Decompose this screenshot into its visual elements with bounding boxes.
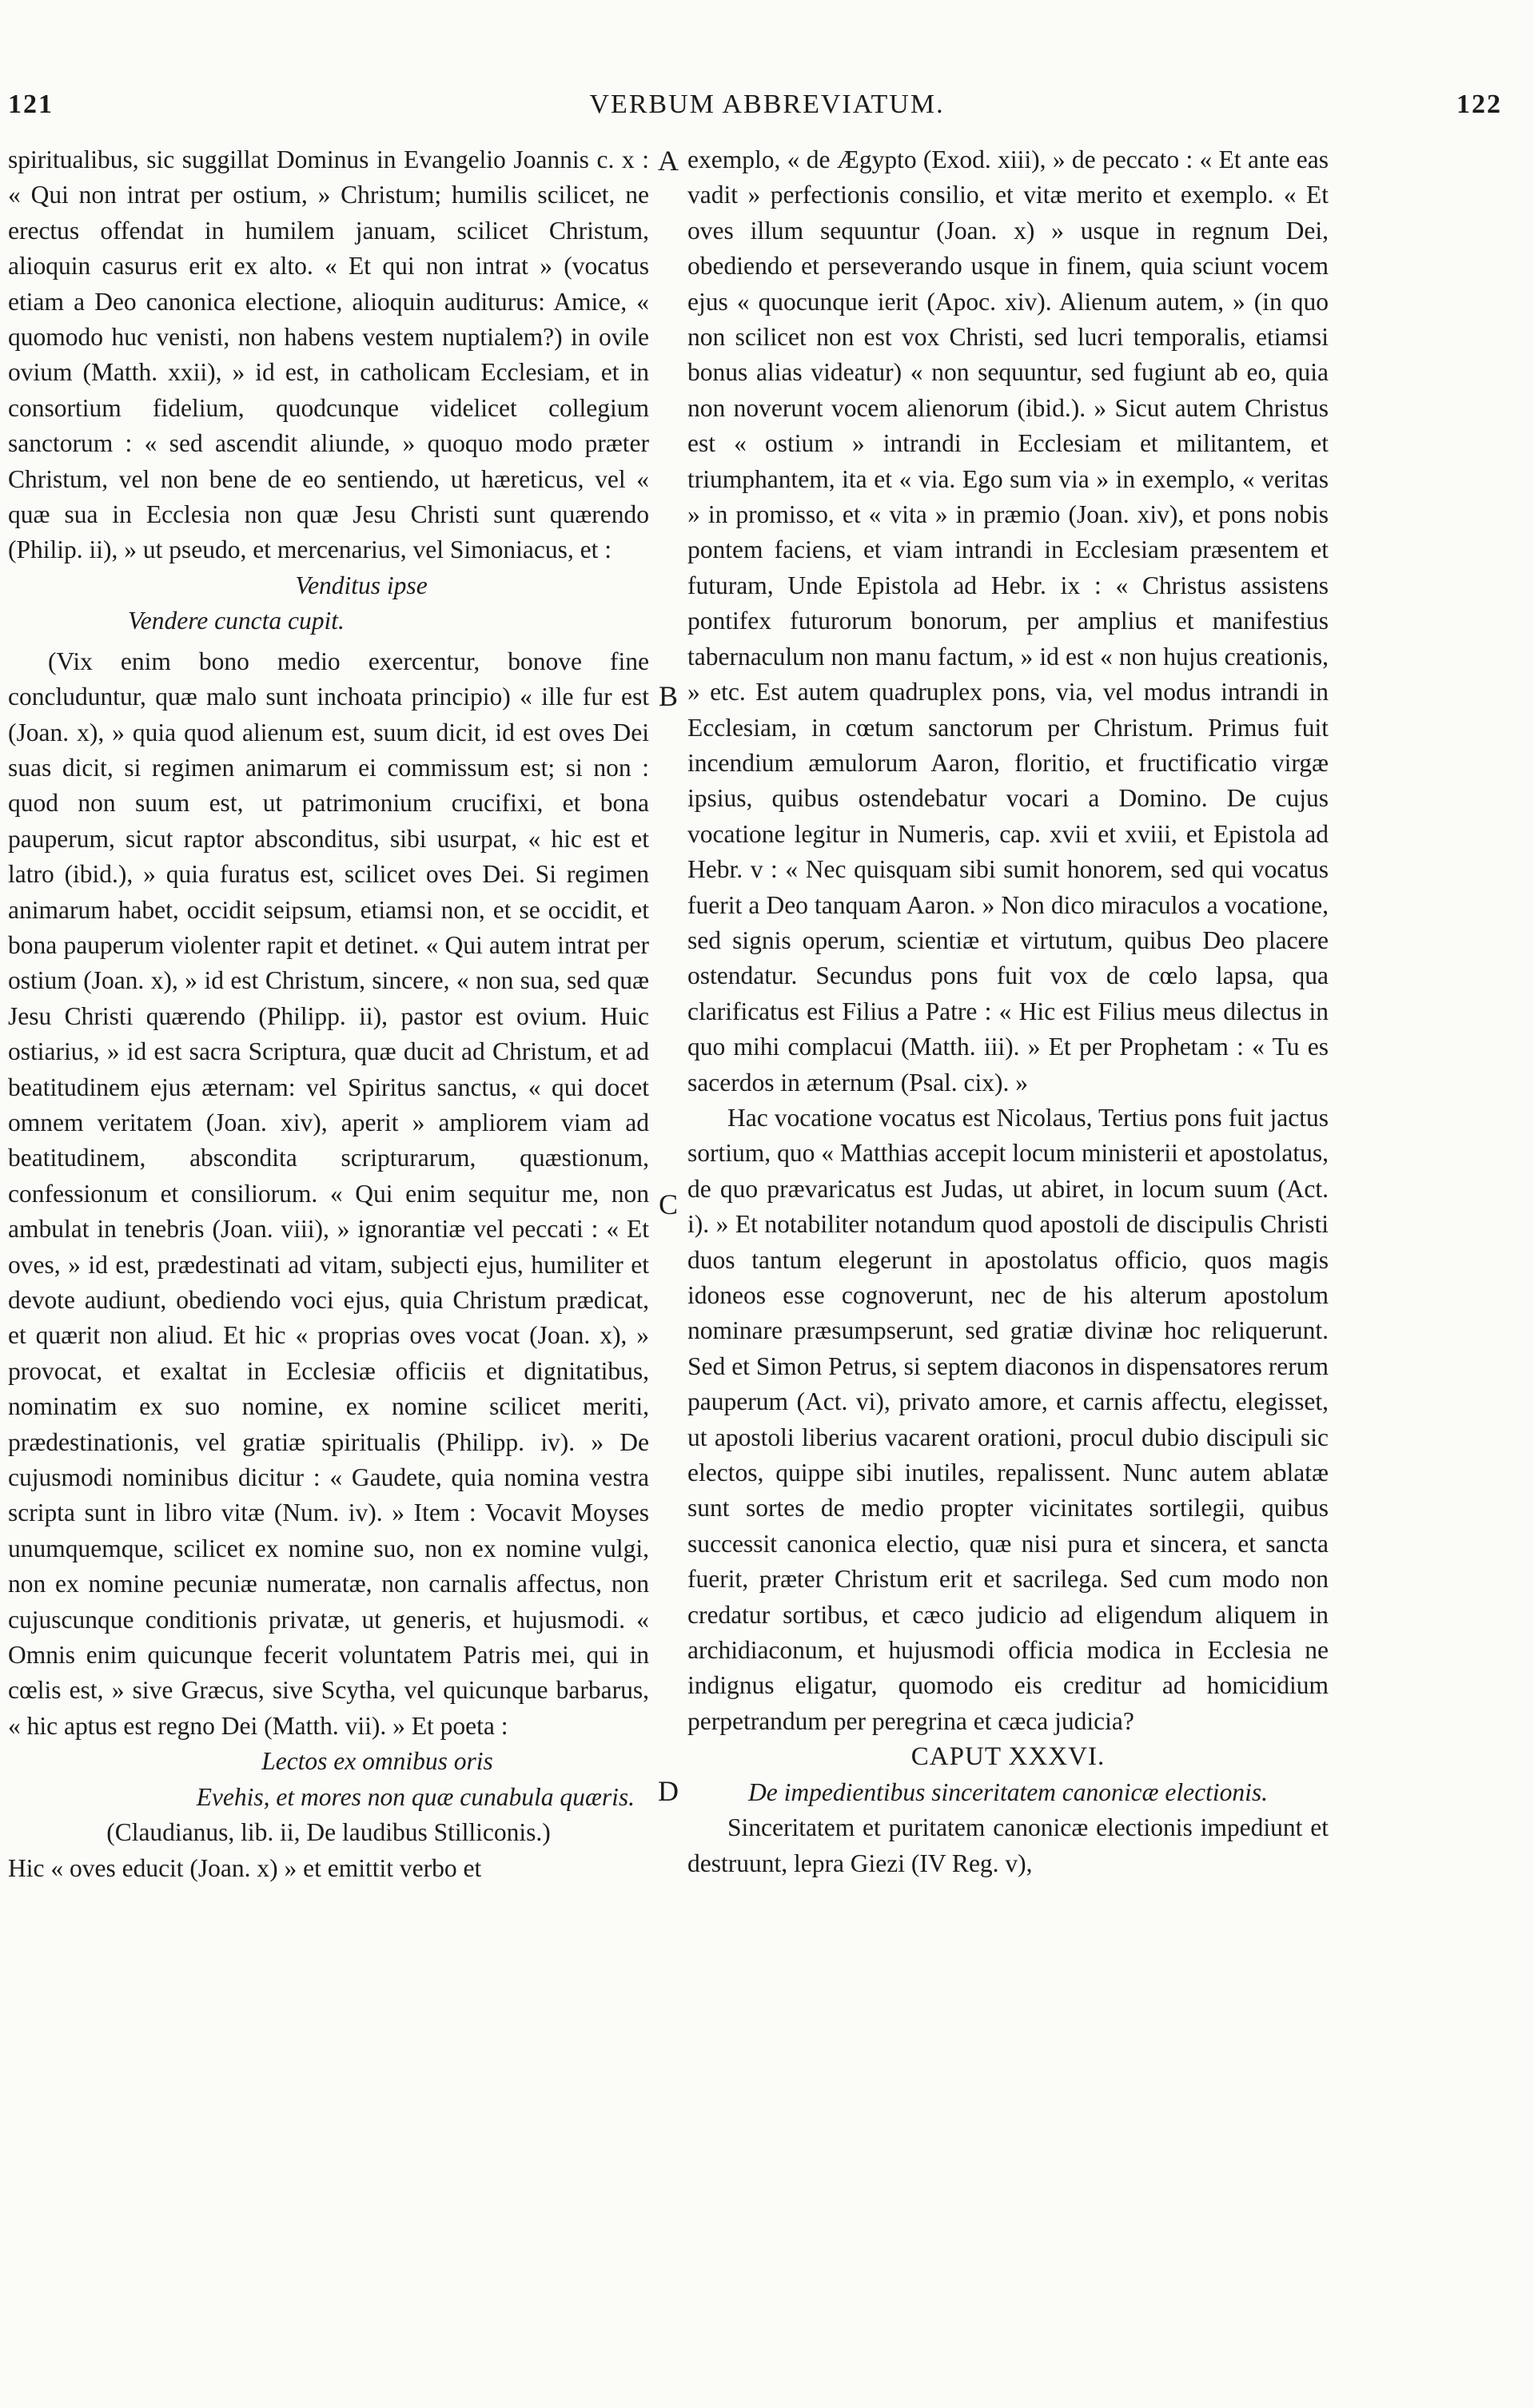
margin-letter-b: B [658, 680, 678, 712]
page-number-right: 122 [1456, 90, 1502, 119]
chapter-subtitle: De impedientibus sinceritatem canonicæ electionis. [748, 1777, 1268, 1806]
left-paragraph-3: Hic « oves educit (Joan. x) » et emittit verbo et [8, 1853, 482, 1882]
chapter-title: CAPUT XXXVI. [910, 1742, 1106, 1772]
left-paragraph-1: spiritualibus, sic suggillat Dominus in Evangelio Joannis c. x : « Qui non intrat per ostium, » Christum; humilis scilicet, ne erectus offendat in humilem januam, scilicet Christum, alioquin casurus erit ex alto. « Et qui non intrat » (vocatus etiam a Deo canonica electione, alioquin auditurus: Amice, « quomodo huc venisti, non habens vestem nuptialem?) in ovile ovium (Matth. xxii), » id est, in catholicam Ecclesiam, et in consortium fidelium, quodcunque videlicet collegium sanctorum : « sed ascendit aliunde, » quoquo modo præter Christum, vel non bene de eo sentiendo, ut hæreticus, vel « quæ sua in Ecclesia non quæ Jesu Christi sunt quærendo (Philip. ii), » ut pseudo, et mercenarius, vel Simoniacus, et : [8, 145, 649, 564]
margin-letter-d: D [658, 1775, 679, 1807]
right-column [687, 142, 1329, 1881]
margin-letter-c: C [658, 1188, 678, 1220]
right-paragraph-1: exemplo, « de Ægypto (Exod. xiii), » de peccato : « Et ante eas vadit » perfectionis consilio, et vitæ merito et exemplo. « Et oves illum sequuntur (Joan. x) » usque in regnum Dei, obediendo et perseverando usque in finem, quia sciunt vocem ejus « quocunque ierit (Apoc. xiv). Alienum autem, » (in quo non scilicet non est vox Christi, sed lucri temporalis, etiamsi bonus alias videatur) « non sequuntur, sed fugiunt ab eo, quia non noverunt vocem alienorum (ibid.). » Sicut autem Christus est « ostium » intrandi in Ecclesiam et militantem, et triumphantem, ita et « via. Ego sum via » in exemplo, « veritas » in promisso, et « vita » in præmio (Joan. xiv), et pons nobis pontem faciens, et viam intrandi in Ecclesiam præsentem et futuram, Unde Epistola ad Hebr. ix : « Christus assistens pontifex futurorum bonorum, per amplius et manifestius tabernaculum non manu factum, » id est « non hujus creationis, » etc. Est autem quadruplex pons, via, vel modus intrandi in Ecclesiam, in cœtum sanctorum per Christum. Primus fuit incendium æmulorum Aaron, floritio, et fructificatio virgæ ipsius, quibus ostendebatur vocari a Domino. De cujus vocatione legitur in Numeris, cap. xvii et xviii, et Epistola ad Hebr. v : « Nec quisquam sibi sumit honorem, sed qui vocatus fuerit a Deo tanquam Aaron. » Non dico miraculos a vocatione, sed signis operum, scientiæ et virtutum, quibus Deo placere ostendatur. Secundus pons fuit vox de cœlo lapsa, qua clarificatus est Filius a Patre : « Hic est Filius meus dilectus in quo mihi complacui (Matth. iii). » Et per Prophetam : « Tu es sacerdos in æternum (Psal. cix). » [687, 145, 1329, 1097]
poem-citation: (Claudianus, lib. ii, De laudibus Stilliconis.) [106, 1818, 551, 1847]
page-header [0, 90, 1534, 137]
right-paragraph-2: Hac vocatione vocatus est Nicolaus, Tertius pons fuit jactus sortium, quo « Matthias accepit locum ministerii et apostolatus, de quo prævaricatus est Judas, ut abiret, in locum suum (Act. i). » Et notabiliter notandum quod apostoli de discipulis Christi duos tantum elegerunt in apostolatus officio, quos magis idoneos esse cognoverunt, nec de his alterum apostolum nominare præsumpserunt, sed gratiæ divinæ hoc reliquerunt. Sed et Simon Petrus, si septem diaconos in dispensatores rerum pauperum (Act. vi), privato amore, et carnis affectu, elegisset, ut apostoli liberius vacarent orationi, procul dubio discipuli sic electos, quippe sibi inutiles, repalissent. Nunc autem ablatæ sunt sortes de medio propter vicinitates sortilegii, quibus successit canonica electio, quæ nisi pura et sincera, et sancta fuerit, præter Christum erit et sacrilega. Sed cum modo non credatur sortibus, et cæco judicio ad eligendum aliquem in archidiaconum, et hujusmodi officia modica in Ecclesia ne indignus eligatur, quomodo eis creditur ad homicidium perpetrandum per peregrina et cæca judicia? [687, 1103, 1329, 1735]
verse-2-line-1: Lectos ex omnibus oris [261, 1747, 493, 1776]
margin-letter-a: A [658, 145, 679, 177]
running-title: VERBUM ABBREVIATUM. [589, 90, 945, 119]
left-paragraph-2: (Vix enim bono medio exercentur, bonove fine concluduntur, quæ malo sunt inchoata principio) « ille fur est (Joan. x), » quia quod alienum est, suum dicit, id est oves Dei suas dicit, si regimen animarum ei commissum est; si non : quod non suum est, ut patrimonium crucifixi, et bona pauperum, sicut raptor absconditus, sibi usurpat, « hic est et latro (ibid.), » quia furatus est, scilicet oves Dei. Si regimen animarum habet, occidit seipsum, etiamsi non, et se occidit, et bona pauperum violenter rapit et detinet. « Qui autem intrat per ostium (Joan. x), » id est Christum, sincere, « non sua, sed quæ Jesu Christi quærendo (Philipp. ii), pastor est ovium. Huic ostiarius, » id est sacra Scriptura, quæ ducit ad Christum, et ad beatitudinem ejus æternam: vel Spiritus sanctus, « qui docet omnem veritatem (Joan. xiv), aperit » ampliorem viam ad beatitudinem, abscondita scripturarum, quæstionum, confessionum et consiliorum. « Qui enim sequitur me, non ambulat in tenebris (Joan. viii), » ignorantiæ vel peccati : « Et oves, » id est, prædestinati ad vitam, subjecti ejus, humiliter et devote audiunt, obediendo voci ejus, quia Christum prædicat, et quærit non aliud. Et hic « proprias oves vocat (Joan. x), » provocat, et exaltat in Ecclesiæ officiis et dignitatibus, nominatim ex suo nomine, ex nomine scilicet meriti, prædestinationis, vel gratiæ spiritualis (Philipp. iv). » De cujusmodi nominibus dicitur : « Gaudete, quia nomina vestra scripta sunt in libro vitæ (Num. iv). » Item : Vocavit Moyses unumquemque, scilicet ex nomine suo, non ex nomine vulgi, non ex nomine pecuniæ numeratæ, non carnalis affectus, non cujuscunque conditionis privatæ, ut generis, et hujusmodi. « Omnis enim quicunque fecerit voluntatem Patris mei, qui in cœlis est, » sive Græcus, sive Scytha, vel quicunque barbarus, « hic aptus est regno Dei (Matth. vii). » Et poeta : [8, 647, 649, 1740]
page-number-left: 121 [8, 90, 54, 119]
left-column [8, 142, 649, 1886]
verse-1-line-2: Vendere cuncta cupit. [128, 607, 345, 635]
verse-2-line-2: Evehis, et mores non quæ cunabula quæris. [196, 1782, 635, 1811]
right-paragraph-3: Sinceritatem et puritatem canonicæ electionis impediunt et destruunt, lepra Giezi (IV Reg. v), [687, 1813, 1329, 1877]
verse-1-line-1: Venditus ipse [295, 571, 428, 599]
